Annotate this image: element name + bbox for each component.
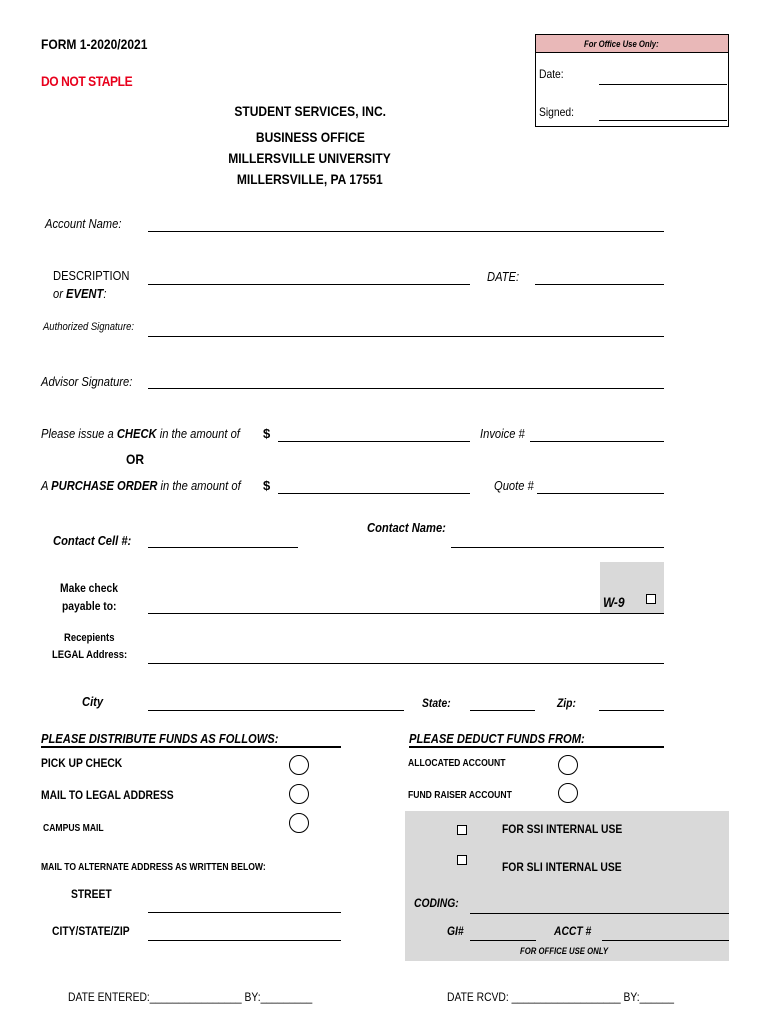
sli-checkbox[interactable] (457, 855, 467, 865)
advisor-signature-label: Advisor Signature: (41, 374, 133, 389)
city-state-zip-label: CITY/STATE/ZIP (52, 924, 130, 938)
state-label: State: (422, 696, 451, 710)
city-state-zip-field[interactable] (148, 940, 341, 941)
distribute-heading: PLEASE DISTRIBUTE FUNDS AS FOLLOWS: (41, 731, 279, 746)
state-field[interactable] (470, 710, 535, 711)
org-name: STUDENT SERVICES, INC. (234, 103, 386, 119)
quote-field[interactable] (537, 493, 664, 494)
date-field[interactable] (535, 284, 664, 285)
purchase-order-label: A PURCHASE ORDER in the amount of (41, 478, 241, 493)
campus-mail-radio[interactable] (289, 813, 309, 833)
date-received-line[interactable]: DATE RCVD: ___________________ BY:______ (447, 990, 675, 1004)
payable-label-line2: payable to: (62, 599, 117, 613)
advisor-signature-field[interactable] (148, 388, 664, 389)
fund-raiser-radio[interactable] (558, 783, 578, 803)
mail-legal-radio[interactable] (289, 784, 309, 804)
campus-mail-label: CAMPUS MAIL (43, 823, 104, 834)
recipients-label-line2: LEGAL Address: (52, 649, 128, 661)
allocated-account-radio[interactable] (558, 755, 578, 775)
or-label: OR (126, 451, 145, 467)
internal-use-panel (405, 811, 729, 961)
street-label: STREET (71, 887, 112, 901)
contact-name-field[interactable] (451, 547, 664, 548)
date-entered-line[interactable]: DATE ENTERED:________________ BY:_________ (68, 990, 313, 1004)
check-dollar-sign: $ (263, 426, 271, 441)
ssi-label: FOR SSI INTERNAL USE (502, 822, 623, 836)
office-date-line[interactable] (599, 84, 727, 85)
gi-label: GI# (447, 924, 464, 938)
street-field[interactable] (148, 912, 341, 913)
deduct-heading: PLEASE DEDUCT FUNDS FROM: (409, 731, 585, 746)
invoice-field[interactable] (530, 441, 664, 442)
gi-field[interactable] (470, 940, 536, 941)
ssi-checkbox[interactable] (457, 825, 467, 835)
mail-alternate-label: MAIL TO ALTERNATE ADDRESS AS WRITTEN BELOW: (41, 862, 266, 873)
office-date-label: Date: (539, 67, 564, 81)
payable-label-line1: Make check (60, 581, 118, 595)
quote-label: Quote # (494, 478, 534, 493)
contact-name-label: Contact Name: (367, 520, 446, 535)
city-field[interactable] (148, 710, 404, 711)
contact-cell-field[interactable] (148, 547, 298, 548)
zip-field[interactable] (599, 710, 664, 711)
description-label: DESCRIPTION (53, 268, 130, 283)
do-not-staple-notice: DO NOT STAPLE (41, 73, 133, 89)
payable-to-field[interactable] (148, 613, 664, 614)
office-use-box (535, 34, 729, 127)
legal-address-field[interactable] (148, 663, 664, 664)
acct-label: ACCT # (554, 924, 592, 938)
address-line-3: MILLERSVILLE, PA 17551 (237, 171, 383, 187)
fund-raiser-label: FUND RAISER ACCOUNT (408, 790, 512, 801)
office-signed-line[interactable] (599, 120, 727, 121)
check-label: Please issue a CHECK in the amount of (41, 426, 240, 441)
address-line-2: MILLERSVILLE UNIVERSITY (228, 150, 392, 166)
distribute-heading-rule (41, 746, 341, 748)
check-amount-field[interactable] (278, 441, 470, 442)
sli-label: FOR SLI INTERNAL USE (502, 860, 622, 874)
po-amount-field[interactable] (278, 493, 470, 494)
coding-field[interactable] (470, 913, 729, 914)
pickup-check-radio[interactable] (289, 755, 309, 775)
form-number: FORM 1-2020/2021 (41, 36, 148, 52)
coding-label: CODING: (414, 896, 459, 910)
description-field[interactable] (148, 284, 470, 285)
deduct-heading-rule (409, 746, 664, 748)
account-name-field[interactable] (148, 231, 664, 232)
po-dollar-sign: $ (263, 478, 271, 493)
zip-label: Zip: (557, 696, 576, 710)
pickup-check-label: PICK UP CHECK (41, 756, 123, 770)
city-label: City (82, 694, 104, 709)
authorized-signature-label: Authorized Signature: (43, 321, 134, 333)
acct-field[interactable] (602, 940, 729, 941)
w9-checkbox[interactable] (646, 594, 656, 604)
authorized-signature-field[interactable] (148, 336, 664, 337)
contact-cell-label: Contact Cell #: (53, 533, 132, 548)
invoice-label: Invoice # (480, 426, 525, 441)
office-use-title: For Office Use Only: (536, 35, 728, 53)
mail-legal-label: MAIL TO LEGAL ADDRESS (41, 788, 174, 802)
address-line-1: BUSINESS OFFICE (255, 129, 365, 145)
office-signed-label: Signed: (539, 105, 575, 119)
event-label: or EVENT: (53, 286, 107, 301)
recipients-label-line1: Recepients (64, 632, 115, 644)
office-only-note: FOR OFFICE USE ONLY (520, 946, 609, 956)
w9-panel (600, 562, 664, 613)
w9-label: W-9 (603, 594, 625, 610)
date-label: DATE: (487, 269, 520, 284)
account-name-label: Account Name: (45, 216, 122, 231)
allocated-account-label: ALLOCATED ACCOUNT (408, 758, 506, 769)
